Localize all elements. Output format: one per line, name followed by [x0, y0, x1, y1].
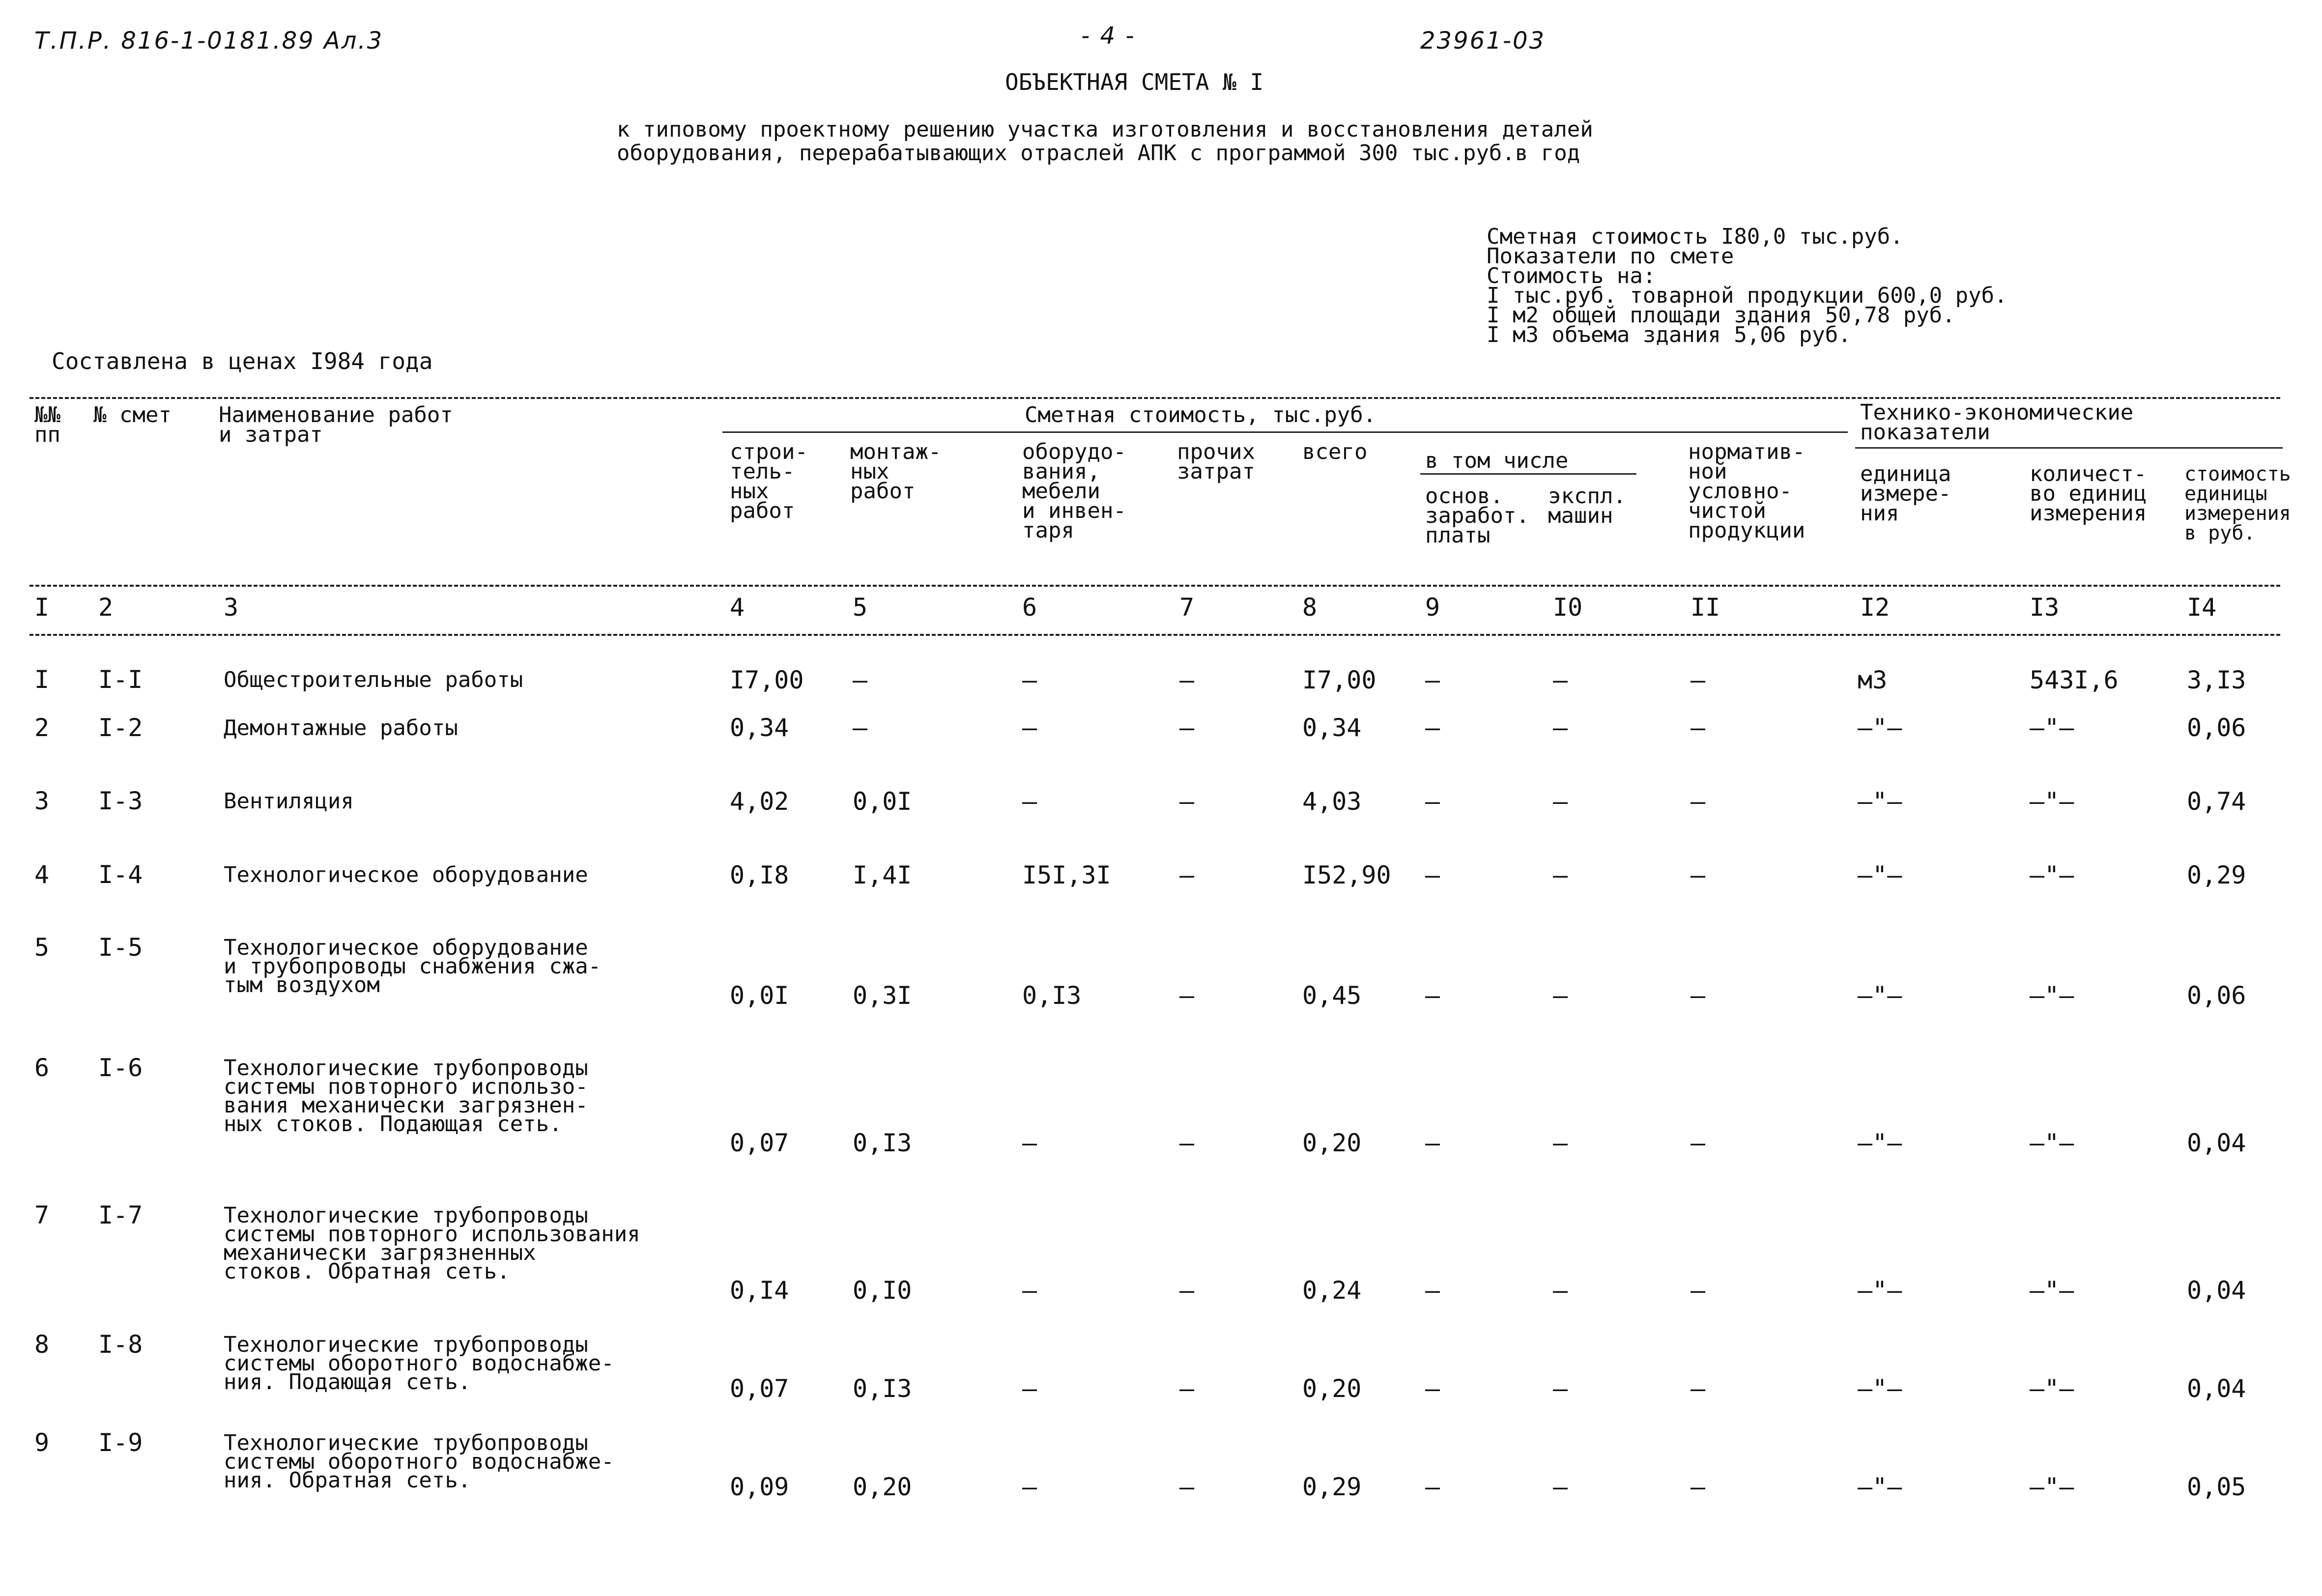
cell-quantity: –"– — [2030, 981, 2074, 1010]
cost-per-label: Стоимость на: — [1487, 263, 1656, 288]
cell-unit: м3 — [1858, 666, 1888, 694]
cell-unit-cost: 0,04 — [2187, 1276, 2246, 1305]
column-number: 7 — [1179, 593, 1195, 622]
header-normative: норматив- ной условно- чистой продукции — [1688, 439, 1806, 543]
column-number: 9 — [1425, 593, 1440, 622]
cell-row-number: 5 — [34, 933, 50, 962]
cell-total-cost: 0,24 — [1302, 1276, 1362, 1305]
cell-total-cost: I52,90 — [1302, 861, 1391, 889]
cell-construction-cost: 4,02 — [730, 787, 789, 816]
cell-row-number: 8 — [34, 1330, 50, 1359]
cell-unit-cost: 0,74 — [2187, 787, 2246, 816]
cell-unit: –"– — [1858, 1276, 1902, 1305]
column-number: 2 — [98, 593, 114, 622]
cell-row-number: 6 — [34, 1054, 50, 1082]
header-wages: основ. заработ. платы — [1425, 484, 1529, 548]
cell-total-cost: I7,00 — [1302, 666, 1376, 694]
cell-estimate-number: I-6 — [98, 1054, 143, 1082]
cell-unit: –"– — [1858, 1473, 1902, 1501]
cell-work-name: Технологические трубопроводы системы оборотного водоснабже- ния. Подающая сеть. — [224, 1332, 614, 1395]
cell-row-number: 3 — [34, 787, 50, 815]
cell-other-cost: – — [1179, 713, 1195, 742]
header-work-name: Наименование работ и затрат — [219, 402, 453, 447]
cost-per-volume: I м3 объема здания 5,06 руб. — [1487, 322, 1851, 347]
cell-estimate-number: I-4 — [98, 860, 143, 889]
cell-row-number: 4 — [34, 860, 50, 889]
cell-total-cost: 0,29 — [1302, 1473, 1362, 1501]
summary-block — [1487, 224, 2007, 347]
header-including: в том числе — [1425, 448, 1569, 473]
cell-unit: –"– — [1858, 981, 1902, 1010]
cell-equipment-cost: – — [1022, 1276, 1037, 1305]
cell-work-name: Технологические трубопроводы системы повторного использо- вания механически загрязнен- ных стоков. Подающая сеть. — [224, 1055, 588, 1137]
cell-work-name: Общестроительные работы — [224, 667, 523, 692]
group-cost-underline — [722, 431, 1848, 433]
cell-installation-cost: 0,20 — [853, 1473, 912, 1501]
cell-unit: –"– — [1858, 1129, 1902, 1157]
header-tech-econ: Технико-экономические показатели — [1860, 400, 2134, 445]
cell-wages: – — [1425, 1473, 1440, 1501]
cell-installation-cost: – — [853, 713, 868, 742]
cell-installation-cost: 0,I3 — [853, 1374, 912, 1403]
cell-wages: – — [1425, 1129, 1440, 1157]
cell-unit: –"– — [1858, 1374, 1902, 1403]
cell-wages: – — [1425, 666, 1440, 694]
cell-machines: – — [1553, 666, 1568, 694]
cell-machines: – — [1553, 713, 1568, 742]
cell-construction-cost: 0,07 — [730, 1129, 789, 1157]
cell-total-cost: 4,03 — [1302, 787, 1362, 816]
column-number: I — [34, 593, 50, 622]
cell-estimate-number: I-8 — [98, 1330, 143, 1359]
header-other: прочих затрат — [1177, 439, 1255, 484]
cell-construction-cost: 0,34 — [730, 713, 789, 742]
cell-construction-cost: 0,09 — [730, 1473, 789, 1501]
cell-installation-cost: 0,0I — [853, 787, 912, 816]
cell-installation-cost: I,4I — [853, 861, 912, 889]
cell-installation-cost: – — [853, 666, 868, 694]
cell-construction-cost: 0,I8 — [730, 861, 789, 889]
cell-equipment-cost: – — [1022, 1374, 1037, 1403]
cell-construction-cost: I7,00 — [730, 666, 804, 694]
estimated-cost: Сметная стоимость I80,0 тыс.руб. — [1487, 224, 1903, 249]
cell-normative-product: – — [1691, 713, 1706, 742]
cell-wages: – — [1425, 1374, 1440, 1403]
cell-work-name: Вентиляция — [224, 789, 354, 814]
cell-normative-product: – — [1691, 666, 1706, 694]
cell-unit: –"– — [1858, 713, 1902, 742]
cell-other-cost: – — [1179, 1276, 1195, 1305]
cell-work-name: Демонтажные работы — [224, 715, 458, 741]
cell-normative-product: – — [1691, 1473, 1706, 1501]
header-top-rule — [29, 397, 2280, 399]
cell-other-cost: – — [1179, 666, 1195, 694]
header-total: всего — [1302, 439, 1368, 464]
cell-unit-cost: 0,05 — [2187, 1473, 2246, 1501]
column-number: 3 — [224, 593, 239, 622]
cell-normative-product: – — [1691, 787, 1706, 816]
cell-unit-cost: 0,04 — [2187, 1129, 2246, 1157]
header-group-cost: Сметная стоимость, тыс.руб. — [1025, 402, 1376, 428]
cell-work-name: Технологическое оборудование — [224, 862, 588, 887]
cell-row-number: I — [34, 665, 50, 694]
column-number: I4 — [2187, 593, 2217, 622]
cell-installation-cost: 0,I3 — [853, 1129, 912, 1157]
column-number: 6 — [1022, 593, 1037, 622]
cell-estimate-number: I-9 — [98, 1428, 143, 1457]
column-number: II — [1691, 593, 1720, 622]
cell-other-cost: – — [1179, 1374, 1195, 1403]
cell-row-number: 7 — [34, 1201, 50, 1229]
column-number: I0 — [1553, 593, 1583, 622]
header-estimate-number: № смет — [93, 402, 172, 428]
cell-work-name: Технологическое оборудование и трубопроводы снабжения сжа- тым воздухом — [224, 935, 602, 998]
column-number: 4 — [730, 593, 745, 622]
cell-total-cost: 0,34 — [1302, 713, 1362, 742]
header-equipment: оборудо- вания, мебели и инвен- таря — [1022, 439, 1126, 543]
cost-per-area: I м2 общей площади здания 50,78 руб. — [1487, 303, 1955, 328]
cell-unit-cost: 0,29 — [2187, 861, 2246, 889]
cell-quantity: –"– — [2030, 1374, 2074, 1403]
header-quantity: количест- во единиц измерения — [2030, 461, 2147, 526]
subtitle-line-1: к типовому проектному решению участка изготовления и восстановления деталей — [617, 117, 1593, 142]
including-underline — [1420, 473, 1636, 475]
cell-total-cost: 0,20 — [1302, 1374, 1362, 1403]
cell-equipment-cost: I5I,3I — [1022, 861, 1111, 889]
header-construction: строи- тель- ных работ — [730, 439, 808, 523]
cell-installation-cost: 0,I0 — [853, 1276, 912, 1305]
indicators-label: Показатели по смете — [1487, 244, 1734, 269]
cell-quantity: –"– — [2030, 787, 2074, 816]
column-number: 8 — [1302, 593, 1318, 622]
header-unit-cost: стоимость единицы измерения в руб. — [2184, 463, 2291, 544]
header-installation: монтаж- ных работ — [850, 439, 942, 504]
cell-unit-cost: 3,I3 — [2187, 666, 2246, 694]
cell-machines: – — [1553, 1473, 1568, 1501]
cell-machines: – — [1553, 861, 1568, 889]
cell-quantity: –"– — [2030, 1276, 2074, 1305]
cell-unit: –"– — [1858, 787, 1902, 816]
prices-note: Составлена в ценах I984 года — [52, 348, 433, 374]
cell-equipment-cost: – — [1022, 666, 1037, 694]
cell-quantity: –"– — [2030, 713, 2074, 742]
tech-econ-underline — [1855, 447, 2283, 449]
page-number: - 4 - — [1081, 22, 1136, 50]
cell-quantity: –"– — [2030, 861, 2074, 889]
cell-other-cost: – — [1179, 1129, 1195, 1157]
cell-unit: –"– — [1858, 861, 1902, 889]
cell-quantity: –"– — [2030, 1129, 2074, 1157]
cell-unit-cost: 0,06 — [2187, 713, 2246, 742]
cell-machines: – — [1553, 981, 1568, 1010]
cost-per-product: I тыс.руб. товарной продукции 600,0 руб. — [1487, 283, 2007, 308]
cell-normative-product: – — [1691, 1276, 1706, 1305]
cell-wages: – — [1425, 981, 1440, 1010]
subtitle-line-2: оборудования, перерабатывающих отраслей АПК с программой 300 тыс.руб.в год — [617, 141, 1580, 166]
cell-total-cost: 0,45 — [1302, 981, 1362, 1010]
cell-other-cost: – — [1179, 787, 1195, 816]
cell-total-cost: 0,20 — [1302, 1129, 1362, 1157]
cell-estimate-number: I-2 — [98, 713, 143, 742]
document-title: ОБЪЕКТНАЯ СМЕТА № I — [1005, 69, 1264, 95]
cell-construction-cost: 0,0I — [730, 981, 789, 1010]
column-numbers-rule — [29, 634, 2280, 636]
cell-equipment-cost: – — [1022, 1473, 1037, 1501]
cell-wages: – — [1425, 787, 1440, 816]
header-unit: единица измере- ния — [1860, 461, 1951, 526]
cell-wages: – — [1425, 861, 1440, 889]
cell-estimate-number: I-3 — [98, 787, 143, 815]
cell-equipment-cost: – — [1022, 1129, 1037, 1157]
cell-normative-product: – — [1691, 861, 1706, 889]
column-number: I2 — [1860, 593, 1890, 622]
cell-quantity: –"– — [2030, 1473, 2074, 1501]
cell-other-cost: – — [1179, 861, 1195, 889]
document-code: Т.П.Р. 816-1-0181.89 Ал.3 — [34, 27, 384, 55]
cell-estimate-number: I-5 — [98, 933, 143, 962]
cell-normative-product: – — [1691, 1374, 1706, 1403]
cell-machines: – — [1553, 1374, 1568, 1403]
cell-construction-cost: 0,I4 — [730, 1276, 789, 1305]
header-machines: экспл. машин — [1548, 484, 1626, 528]
cell-estimate-number: I-7 — [98, 1201, 143, 1229]
cell-equipment-cost: 0,I3 — [1022, 981, 1082, 1010]
cell-row-number: 2 — [34, 713, 50, 742]
header-row-number: №№ пп — [34, 402, 60, 447]
cell-work-name: Технологические трубопроводы системы оборотного водоснабже- ния. Обратная сеть. — [224, 1430, 614, 1493]
column-number: 5 — [853, 593, 868, 622]
cell-other-cost: – — [1179, 1473, 1195, 1501]
cell-wages: – — [1425, 713, 1440, 742]
cell-machines: – — [1553, 1276, 1568, 1305]
cell-row-number: 9 — [34, 1428, 50, 1457]
cell-machines: – — [1553, 787, 1568, 816]
inventory-number: 23961-03 — [1420, 27, 1546, 55]
cell-quantity: 543I,6 — [2030, 666, 2119, 694]
cell-unit-cost: 0,04 — [2187, 1374, 2246, 1403]
cell-equipment-cost: – — [1022, 787, 1037, 816]
cell-normative-product: – — [1691, 1129, 1706, 1157]
cell-equipment-cost: – — [1022, 713, 1037, 742]
cell-normative-product: – — [1691, 981, 1706, 1010]
cell-work-name: Технологические трубопроводы системы повторного использования механически загрязненных стоков. Обратная сеть. — [224, 1203, 640, 1284]
cell-estimate-number: I-I — [98, 665, 143, 694]
cell-construction-cost: 0,07 — [730, 1374, 789, 1403]
cell-unit-cost: 0,06 — [2187, 981, 2246, 1010]
header-bottom-rule — [29, 585, 2280, 587]
cell-other-cost: – — [1179, 981, 1195, 1010]
cell-machines: – — [1553, 1129, 1568, 1157]
cell-wages: – — [1425, 1276, 1440, 1305]
cell-installation-cost: 0,3I — [853, 981, 912, 1010]
column-number: I3 — [2030, 593, 2060, 622]
